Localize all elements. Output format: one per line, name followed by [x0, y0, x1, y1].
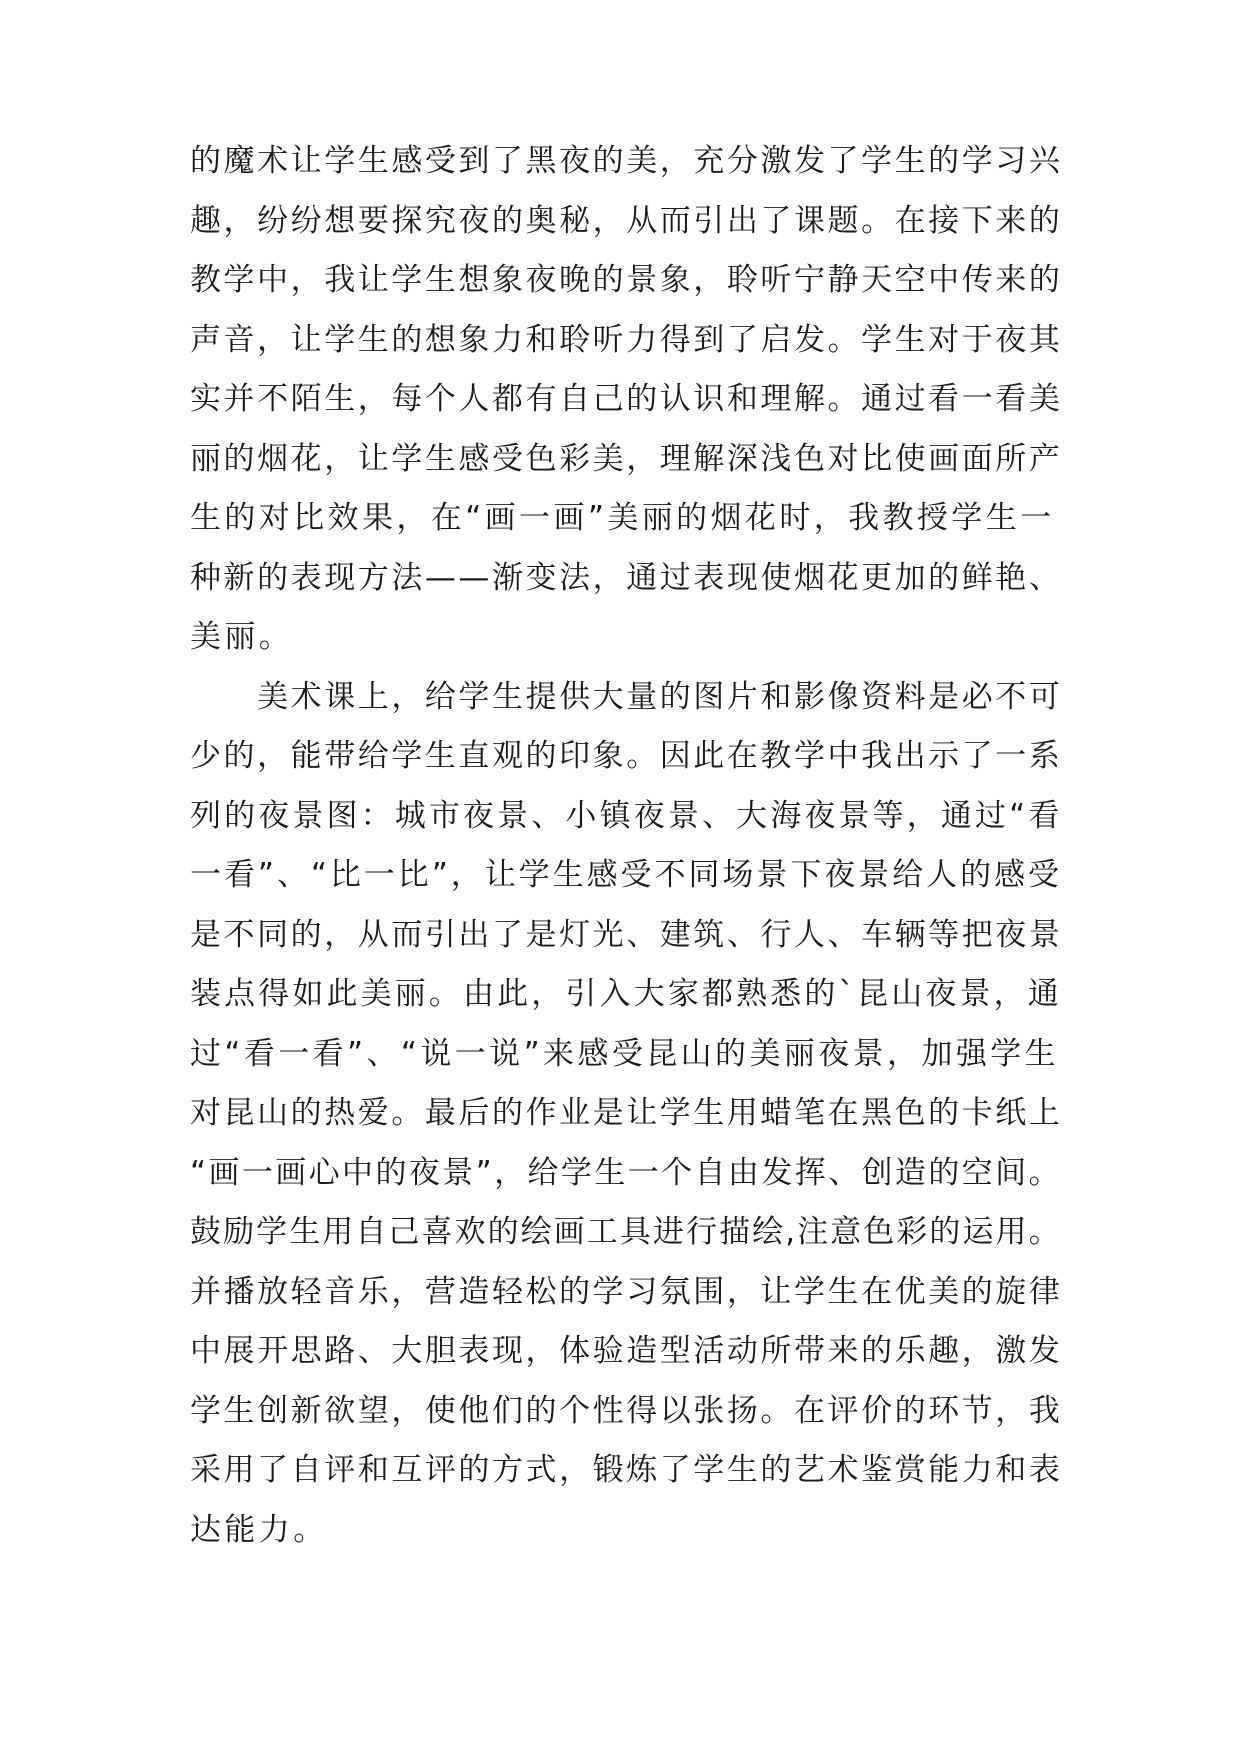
text-line: 生的对比效果，在“画一画”美丽的烟花时，我教授学生一	[190, 500, 1055, 536]
text-line: 鼓励学生用自己喜欢的绘画工具进行描绘,注意色彩的运用。	[190, 1214, 1062, 1250]
text-line: 对昆山的热爱。最后的作业是让学生用蜡笔在黑色的卡纸上	[190, 1095, 1063, 1131]
text-line: 的魔术让学生感受到了黑夜的美，充分激发了学生的学习兴	[190, 143, 1063, 179]
text-line: 声音，让学生的想象力和聆听力得到了启发。学生对于夜其	[190, 321, 1063, 358]
text-line: 美术课上，给学生提供大量的图片和影像资料是必不可	[190, 678, 1063, 715]
text-line: 美丽。	[190, 619, 294, 655]
text-line: 丽的烟花，让学生感受色彩美，理解深浅色对比使画面所产	[190, 440, 1063, 477]
body-text	[190, 132, 1063, 1560]
text-line: 中展开思路、大胆表现，体验造型活动所带来的乐趣，激发	[190, 1333, 1063, 1369]
text-line: 种新的表现方法——渐变法，通过表现使烟花更加的鲜艳、	[190, 559, 1063, 596]
text-line: 并播放轻音乐，营造轻松的学习氛围，让学生在优美的旋律	[190, 1273, 1063, 1310]
text-line: 少的，能带给学生直观的印象。因此在教学中我出示了一系	[190, 738, 1063, 774]
text-line: 采用了自评和互评的方式，锻炼了学生的艺术鉴赏能力和表	[190, 1452, 1063, 1488]
text-line: 学生创新欲望，使他们的个性得以张扬。在评价的环节，我	[190, 1392, 1063, 1429]
text-line: 列的夜景图：城市夜景、小镇夜景、大海夜景等，通过“看	[190, 797, 1063, 834]
text-line: “画一画心中的夜景”，给学生一个自由发挥、创造的空间。	[190, 1154, 1062, 1191]
text-line: 一看”、“比一比”，让学生感受不同场景下夜景给人的感受	[190, 857, 1062, 893]
text-line: 趣，纷纷想要探究夜的奥秘，从而引出了课题。在接下来的	[190, 202, 1063, 239]
text-line: 达能力。	[190, 1511, 328, 1548]
text-line: 教学中，我让学生想象夜晚的景象，聆听宁静天空中传来的	[190, 262, 1063, 298]
text-line: 装点得如此美丽。由此，引入大家都熟悉的`昆山夜景，通	[190, 976, 1062, 1012]
text-line: 实并不陌生，每个人都有自己的认识和理解。通过看一看美	[190, 381, 1063, 417]
text-line: 是不同的，从而引出了是灯光、建筑、行人、车辆等把夜景	[190, 916, 1063, 953]
text-line: 过“看一看”、“说一说”来感受昆山的美丽夜景，加强学生	[190, 1035, 1060, 1072]
